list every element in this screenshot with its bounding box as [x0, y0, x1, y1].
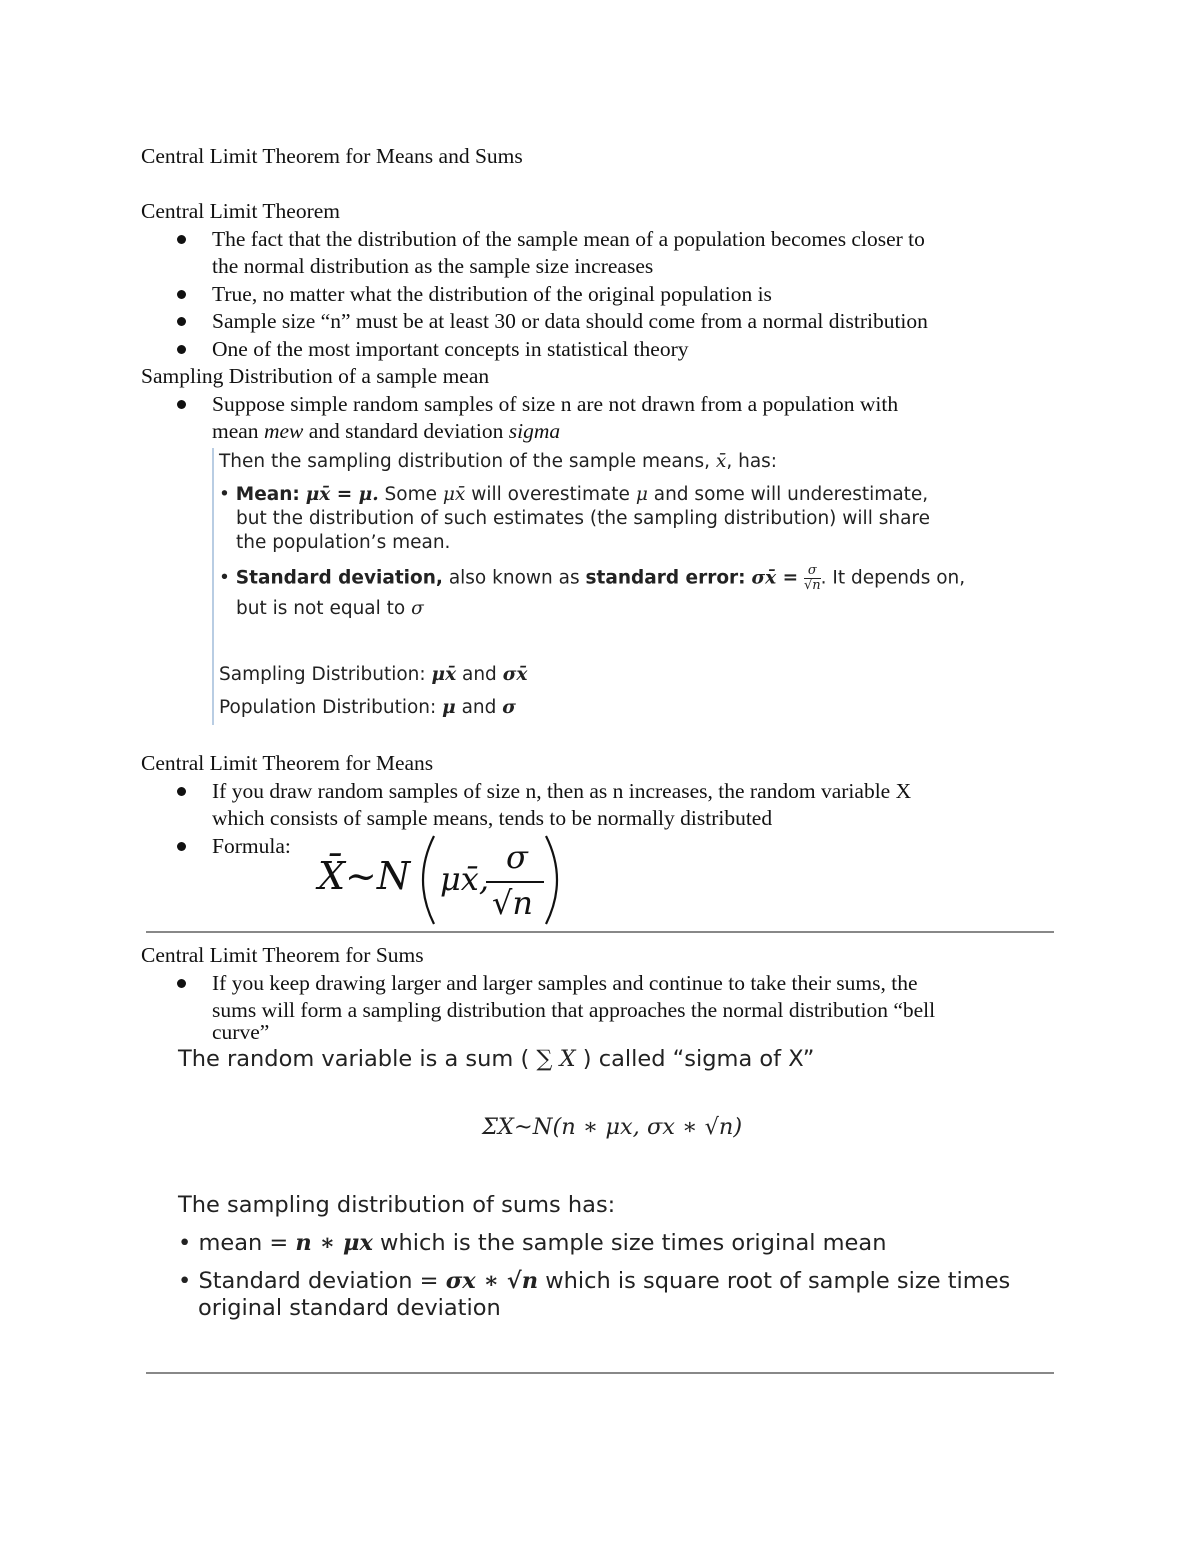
bullet-icon: [177, 317, 186, 326]
list-item: One of the most important concepts in statistical theory: [141, 336, 1101, 364]
horizontal-divider: [146, 1372, 1054, 1374]
section-heading: Sampling Distribution of a sample mean: [141, 364, 490, 388]
list-item: The fact that the distribution of the sample mean of a population becomes closer to the normal distribution as the sample size increases: [141, 226, 1101, 281]
list-item: Formula:: [141, 833, 1101, 861]
section-central-limit-theorem: [141, 198, 1101, 363]
section-heading: Central Limit Theorem for Sums: [141, 943, 424, 967]
list-item: If you draw random samples of size n, then as n increases, the random variable X which consists of sample means, tends to be normally distributed: [141, 778, 1101, 833]
bullet-icon: [177, 842, 186, 851]
section-heading: Central Limit Theorem for Means: [141, 751, 434, 775]
bullet-icon: [177, 290, 186, 299]
list-item: Sample size “n” must be at least 30 or data should come from a normal distribution: [141, 308, 1101, 336]
horizontal-divider: [146, 931, 1054, 933]
list-item: If you keep drawing larger and larger samples and continue to take their sums, the sums will form a sampling distribution that approaches the normal distribution “bell curve”: [141, 970, 1101, 1047]
sampling-distribution-sums-image: The random variable is a sum ( ∑ X ) called “sigma of X” ΣX~N(n ∗ μx, σx ∗ √n) The sampling distribution of sums has: • mean = n ∗ μx which is the sample size times original mean • Standard deviation = σx ∗ √n which is square root of sample size times original standard deviation: [178, 1046, 1011, 1321]
bullet-icon: [177, 979, 186, 988]
bullet-list: [141, 778, 1101, 861]
bullet-icon: [177, 787, 186, 796]
bullet-list: [141, 970, 1101, 1047]
list-item: Suppose simple random samples of size n are not drawn from a population with mean mew and standard deviation sigma: [141, 391, 1101, 446]
section-heading: Central Limit Theorem: [141, 199, 341, 223]
bullet-icon: [177, 235, 186, 244]
section-clt-sums: [141, 942, 1101, 1046]
bullet-icon: [177, 400, 186, 409]
bullet-list: [141, 226, 1101, 364]
bullet-icon: [177, 345, 186, 354]
page-title: Central Limit Theorem for Means and Sums: [141, 144, 523, 168]
list-item: True, no matter what the distribution of the original population is: [141, 281, 1101, 309]
fraction: $\frac{\sigma}{√n}$: [803, 563, 821, 593]
section-clt-means: [141, 750, 1101, 860]
sampling-distribution-image: Then the sampling distribution of the sample means, x̄, has: • Mean: μx̄ = μ. Some μx̄ will overestimate μ and some will underestimate, but the distribution of such estimates (the sampling distribution) will share the population’s mean. • Standard deviation, also known as standard error: σx̄ = $\frac{\sigma}{√n}$ . It depends on, but is not equal to σ Sampling Distribution: μx̄ and σx̄ Population Distribution: μ and σ: [212, 448, 1014, 725]
bullet-list: [141, 391, 1101, 446]
section-sampling-distribution: [141, 363, 1101, 446]
clt-means-formula: X̄~N μx̄, σ √n: [318, 832, 568, 928]
